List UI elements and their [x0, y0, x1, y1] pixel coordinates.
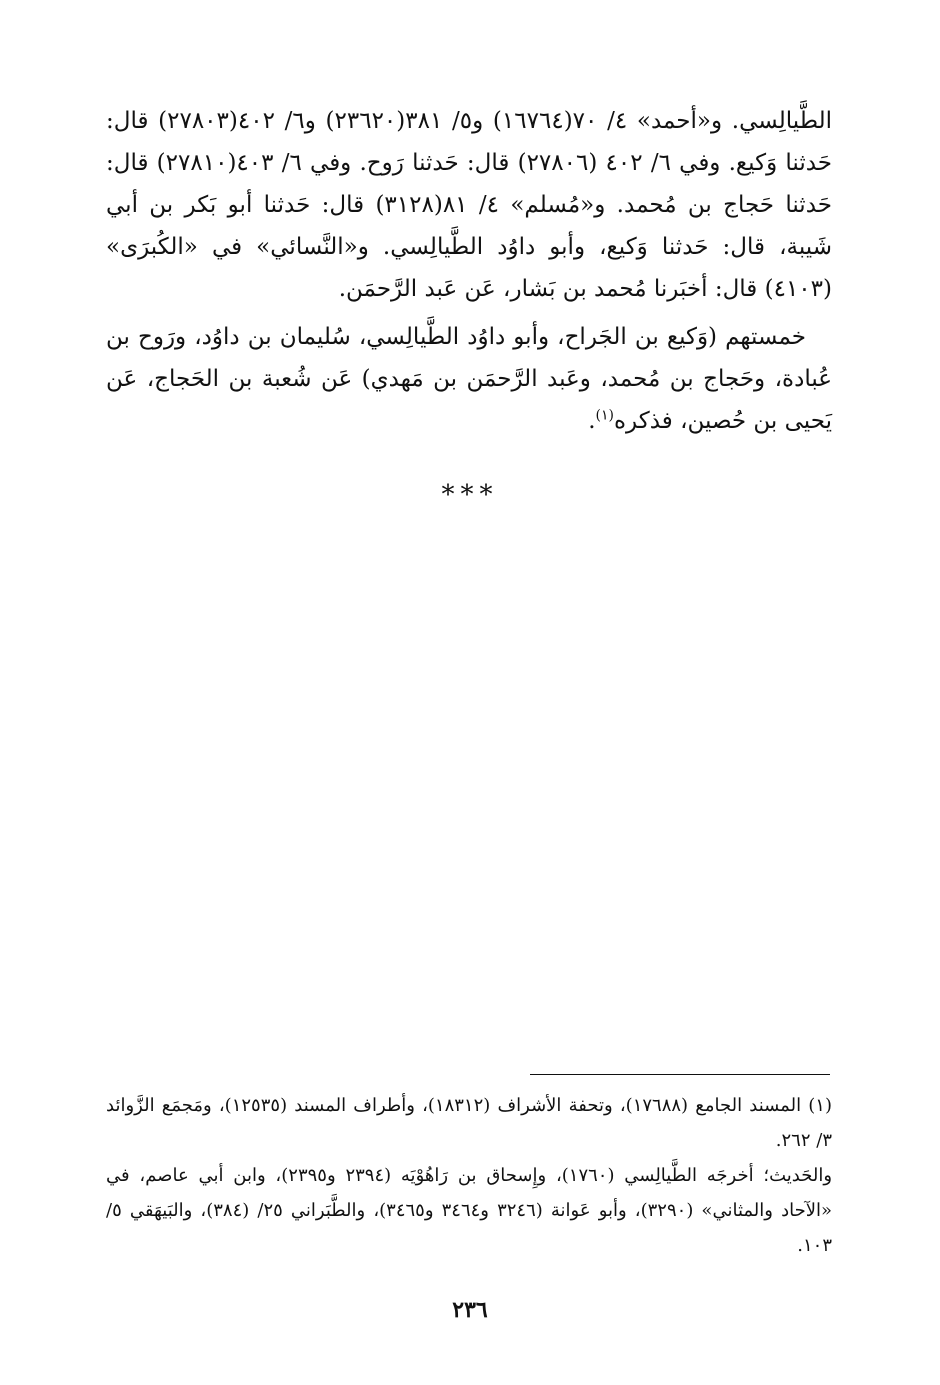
hadith-sources-paragraph: الطَّيالِسي. و«أحمد» ٤/ ٧٠(١٦٧٦٤) و٥/ ٣٨١(٢٣٦٢٠) و٦/ ٤٠٢(٢٧٨٠٣) قال: حَدثنا وَكيع. وفي ٦/ ٤٠٢ (٢٧٨٠٦) قال: حَدثنا رَوح. وفي ٦/ ٤٠٣(٢٧٨١٠) قال: حَدثنا حَجاج بن مُحمد. و«مُسلم» ٤/ ٨١(٣١٢٨) قال: حَدثنا أبو بَكر بن أبي شَيبة، قال: حَدثنا وَكيع، وأبو داوُد الطَّيالِسي. و«النَّسائي» في «الكُبرَى» (٤١٠٣) قال: أخبَرنا مُحمد بن بَشار، عَن عَبد الرَّحمَن. [106, 108, 833, 302]
footnote-divider [530, 1074, 830, 1075]
end-period: . [588, 408, 596, 434]
narrators-text: خمستهم (وَكيع بن الجَراح، وأبو داوُد الطَّيالِسي، سُليمان بن داوُد، ورَوح بن عُبادة، وحَجاج بن مُحمد، وعَبد الرَّحمَن بن مَهدي) عَن شُعبة بن الحَجاج، عَن يَحيى بن حُصين، فذكره [106, 324, 832, 434]
footnote-1-continuation: والحَديث؛ أخرجَه الطَّيالِسي (١٧٦٠)، وإِسحاق بن رَاهُوْيَه (٢٣٩٤ و٢٣٩٥)، وابن أبي عاصم، في «الآحاد والمثاني» (٣٢٩٠)، وأبو عَوانة (٣٢٤٦ و٣٤٦٤ و٣٤٦٥)، والطَّبَراني ٢٥/ (٣٨٤)، والبَيهَقي ٥/ ١٠٣. [106, 1165, 833, 1256]
section-separator: *** [441, 480, 499, 510]
narrators-paragraph [106, 316, 832, 442]
main-text [106, 100, 832, 442]
page-number: ٢٣٦ [452, 1297, 488, 1323]
footnote-reference[interactable]: (١) [595, 407, 614, 424]
footnote-1: (١) المسند الجامع (١٧٦٨٨)، وتحفة الأشراف (١٨٣١٢)، وأطراف المسند (١٢٥٣٥)، ومَجمَع الزَّوائد ٣/ ٢٦٢. [106, 1095, 832, 1151]
footnotes [106, 1088, 832, 1263]
